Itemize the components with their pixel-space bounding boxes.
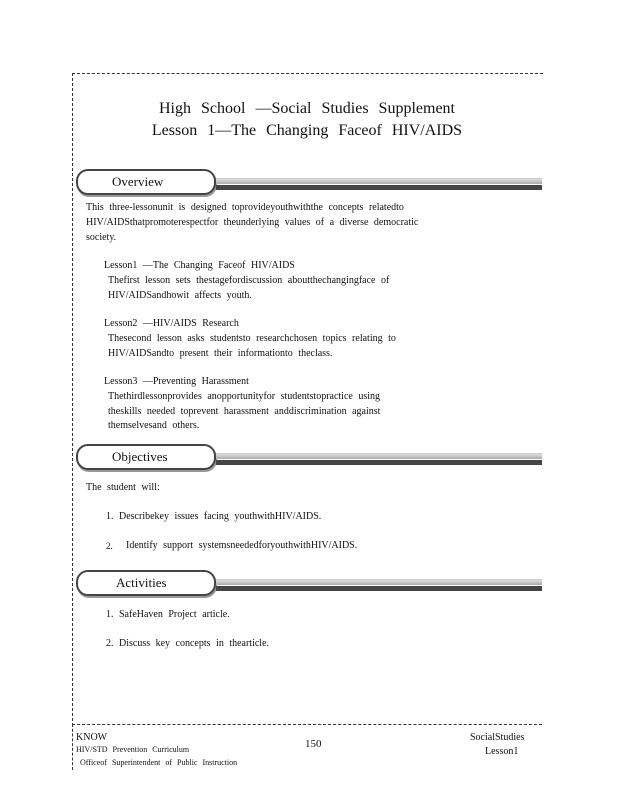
objectives-heading: Objectives (112, 449, 168, 464)
objective-item-2-number: 2. (106, 541, 113, 551)
overview-intro-line1: This three-lessonunit is designed toprovideyouthwiththe concepts relatedto (86, 202, 404, 213)
activities-tab (76, 570, 216, 596)
overview-heading: Overview (112, 174, 164, 189)
objectives-intro: The student will: (86, 482, 160, 493)
footer-office: Officeof Superintendent of Public Instruction (80, 758, 238, 767)
lesson1-line2: HIV/AIDSandhowit affects youth. (108, 290, 252, 301)
lesson2-line2: HIV/AIDSandto present their informationto theclass. (108, 348, 333, 359)
objectives-tab (76, 444, 216, 470)
activity-item-2: 2. Discuss key concepts in thearticle. (106, 638, 270, 649)
lesson3-line1: Thethirdlessonprovides anopportunityfor studentstopractice using (108, 391, 381, 402)
footer-curriculum: HIV/STD Prevention Curriculum (76, 745, 190, 754)
footer-subject: SocialStudies (470, 732, 525, 743)
lesson3-line2: theskills needed toprevent harassment anddiscrimination against (108, 406, 381, 417)
footer-know: KNOW (76, 732, 108, 743)
objectives-rule-light (216, 453, 542, 459)
overview-intro-line3: society. (86, 232, 117, 243)
objective-item-2-text: Identify support systemsneededforyouthwithHIV/AIDS. (126, 540, 358, 551)
overview-rule-light (216, 178, 542, 184)
lesson1-line1: Thefirst lesson sets thestagefordiscussion aboutthechangingface of (108, 275, 390, 286)
overview-header (76, 169, 542, 195)
activities-heading: Activities (116, 575, 167, 590)
lesson2-title: Lesson2 —HIV/AIDS Research (104, 318, 239, 329)
overview-rule-dark (216, 185, 542, 190)
activity-item-1: 1. SafeHaven Project article. (106, 609, 230, 620)
footer-rule (72, 724, 542, 725)
lesson3-line3: themselvesand others. (108, 420, 200, 431)
document-title-line1: High School —Social Studies Supplement (159, 100, 455, 117)
activities-header (76, 570, 542, 596)
objective-item-1: 1. Describekey issues facing youthwithHIV/AIDS. (106, 511, 322, 522)
activities-rule-light (216, 579, 542, 585)
footer-left-rule (72, 724, 73, 770)
objectives-header (76, 444, 542, 470)
activities-rule-dark (216, 586, 542, 591)
lesson1-title: Lesson1 —The Changing Faceof HIV/AIDS (104, 260, 295, 271)
overview-tab (76, 169, 216, 195)
lesson3-title: Lesson3 —Preventing Harassment (104, 376, 249, 387)
document-title-line2: Lesson 1—The Changing Faceof HIV/AIDS (151, 122, 463, 139)
overview-intro-line2: HIV/AIDSthatpromoterespectfor theunderlying values of a diverse democratic (86, 217, 419, 228)
footer-page-number: 150 (305, 738, 322, 750)
footer-lesson: Lesson1 (485, 746, 519, 757)
lesson2-line1: Thesecond lesson asks studentsto researchchosen topics relating to (108, 333, 396, 344)
objectives-rule-dark (216, 460, 542, 465)
